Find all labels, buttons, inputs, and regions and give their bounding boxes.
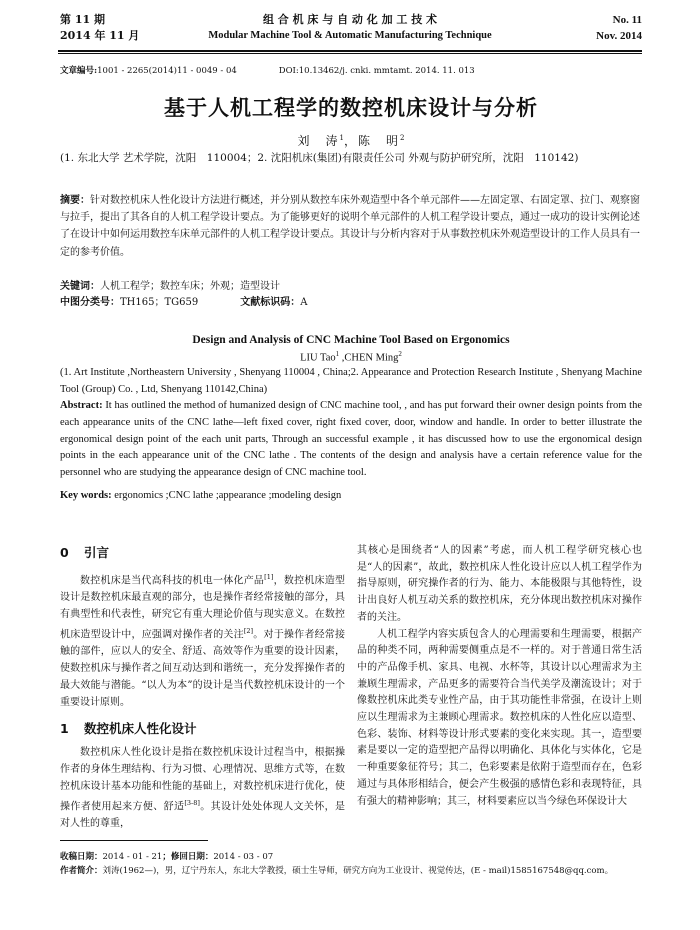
author-1-cn: 刘 涛 — [297, 134, 340, 148]
affiliation-cn: (1. 东北大学 艺术学院，沈阳 110004；2. 沈阳机床(集团)有限责任公司 外观与防护研究所，沈阳 110142) — [60, 152, 579, 164]
authors-en — [60, 350, 642, 364]
header-rule-thick — [58, 50, 642, 52]
footnote-rule — [60, 840, 208, 841]
keywords-en — [60, 488, 642, 504]
paragraph-ergonomics: 人机工程学内容实质包含人的心理需要和生理需要，根据产品的种类不同，两种需要侧重点是不一样的。对于普通日常生活中的产品像手机、家具、电视、水杯等，其设计以心理需求为主兼顾生理需求，产品更多的需要符合当代美学及潮流设计；对于像数控机床此类专业性产品，由于其功能性非常强，在设计上则应以生理需求为主兼顾心理需求。数控机床的人性化应以造型、色彩、装饰、材料等设计形式要素的变化来实现。其一，造型要素是要以一定的造型把产品得以明确化、具体化与实体化，它是一种重要象征符号；其二，色彩要素是依附于造型而存在，色彩通过与具体形相结合，便会产生极强的感情色彩和表现特征，具有强大的精神影响；其三，材料要素应以当今绿色环保设计大 — [357, 628, 642, 807]
abstract-en — [60, 398, 642, 482]
journal-name-en: Modular Machine Tool & Automatic Manufacturing Technique — [208, 30, 492, 41]
header-center — [180, 12, 520, 44]
keywords-cn-text: 人机工程学；数控车床；外观；造型设计 — [100, 281, 280, 292]
author-2-sup: 2 — [400, 134, 405, 142]
keywords-cn-label: 关键词： — [60, 281, 100, 292]
author-1-en-sup: 1 — [335, 350, 340, 358]
author-2-cn: 陈 明 — [358, 134, 401, 148]
author-2-en: CHEN Ming — [344, 352, 399, 364]
classification-cn — [60, 295, 640, 311]
abstract-cn-label: 摘要： — [60, 195, 90, 206]
received-date: 2014 - 01 - 21 — [102, 852, 163, 862]
section-1-title: 数控机床人性化设计 — [84, 721, 197, 737]
issue-cn: 第 11 期 — [60, 13, 105, 26]
doc-code-label: 文献标识码： — [240, 297, 301, 308]
doc-code-value: A — [300, 297, 308, 308]
author-bio-label: 作者简介： — [60, 866, 103, 876]
paragraph-intro — [60, 569, 345, 711]
journal-name-cn: 组 合 机 床 与 自 动 化 加 工 技 术 — [262, 13, 438, 26]
abstract-en-label: Abstract: — [60, 400, 103, 411]
date-cn: 2014 年 11 月 — [60, 29, 140, 42]
paragraph-intro-part-b: ，数控机床造型设计是数控机床最直观的部分，也是操作者经常接触的部分，具有典型性和代表性，研究它有重大理论价值与现实意义。在数控机床造型设计中，应强调对操作者的关注 — [60, 575, 346, 641]
doi: DOI:10.13462/j. cnki. mmtamt. 2014. 11. 013 — [278, 66, 475, 76]
abstract-cn-text: 针对数控机床人性化设计方法进行概述，并分别从数控车床外观造型中各个单元部件——左固定罩、右固定罩、拉门、观察窗与拉手，提出了其各自的人机工程学设计要点。为了能够更好的说明个单元部件的人机工程学设计要点，通过一成功的设计实例论述了在设计中如何运用数控车床单元部件的人机工程学设计要点。其设计与分析内容对于从事数控机床外观造型设计的工作人员具有一定的参考价值。 — [60, 195, 640, 258]
paragraph-intro-part-a: 数控机床是当代高科技的机电一体化产品 — [80, 575, 265, 587]
keywords-en-label: Key words: — [60, 490, 112, 501]
article-no: 1001 - 2265(2014)11 - 0049 - 04 — [97, 66, 237, 76]
footnote-author — [60, 864, 613, 876]
revised-date: 2014 - 03 - 07 — [213, 852, 274, 862]
paragraph-core: 其核心是围绕者“人的因素”考虑，而人机工程学研究核心也是“人的因素”，故此，数控机床人性化设计应以人机工程学作为指导原则，研究操作者的行为、能力、本能极限与其他特性，设计出良好人机互动关系的数控机床，充分体现出数控机床对操作者的关注。 — [357, 545, 642, 623]
article-no-label: 文章编号: — [60, 66, 98, 76]
keywords-cn — [60, 279, 640, 295]
paragraph-humanized — [60, 745, 345, 833]
affiliation-en: (1. Art Institute ,Northeastern University , Shenyang 110004 , China;2. Appearance and Protection Research Institute , Shenyang Machine Tool (Group) Co. , Ltd, Shenyang 110142,China) — [60, 367, 642, 395]
abstract-en-text: It has outlined the method of humanized design of CNC machine tool, , and has put forward their owner design points from the each appearance units of the CNC lathe—left fixed cover, right fixed cover, door, window and handle. In order to better illustrate the ergonomical design point of the each unit parts, Through an successful example , it has discussed how to use the ergonomical design points in the each appearance unit of the CNC lathe . The contents of the design and analysis have a certain reference value for the personnel who are studying the appearance design of CNC machine tool. — [60, 400, 642, 479]
paper-title-en: Design and Analysis of CNC Machine Tool Based on Ergonomics — [192, 334, 510, 346]
paragraph-humanized-part-b: 。其设计处处体现人文关怀，是对人性的尊重， — [60, 801, 346, 830]
author-1-en: LIU Tao — [300, 352, 336, 364]
author-en-sep: , — [339, 352, 345, 364]
abstract-cn — [60, 192, 640, 261]
body-column-left — [60, 543, 345, 833]
header-rule-thin — [58, 53, 642, 54]
article-meta — [60, 64, 475, 76]
keywords-en-text: ergonomics ;CNC lathe ;appearance ;modeling design — [111, 490, 342, 501]
section-0-title: 引言 — [84, 545, 110, 560]
received-label: 收稿日期： — [60, 852, 103, 862]
issue-en: No. 11 — [612, 14, 642, 26]
paragraph-intro-part-c: 。对于操作者经常接触的部件，应以人的安全、舒适、高效等作为重要的设计因素，使数控机床与操作者之间互动达到和谐统一，充分发挥操作者的最大效能与潜能。“以人为本”的设计是当代数控机床设计的一个重要设计原则。 — [60, 629, 346, 708]
author-bio: 刘涛(1962—)，男，辽宁丹东人，东北大学教授，硕士生导师，研究方向为工业设计、视觉传达，(E - mail)1585167548@qq.com。 — [102, 866, 614, 876]
section-heading-1 — [60, 719, 345, 739]
authors-cn — [60, 132, 642, 149]
clc-value: TH165；TG659 — [120, 297, 199, 308]
author-2-en-sup: 2 — [398, 350, 402, 358]
revised-label: ；修回日期： — [162, 852, 214, 862]
header-right — [596, 12, 642, 44]
body-column-right — [357, 543, 642, 810]
footnote-dates — [60, 850, 273, 862]
section-1-number: 1 — [60, 721, 69, 737]
clc-label: 中图分类号： — [60, 297, 120, 308]
citation-3-8: [3-8] — [184, 799, 200, 808]
citation-1: [1] — [264, 573, 274, 581]
author-1-sup: 1 — [339, 134, 344, 142]
author-sep: ， — [343, 134, 358, 148]
section-0-number: 0 — [60, 545, 69, 560]
date-en: Nov. 2014 — [596, 30, 642, 42]
paragraph-humanized-part-a: 数控机床人性化设计是指在数控机床设计过程当中，根据操作者的身体生理结构、行为习惯、心理情况、思维方式等，在数控机床设计基本功能和性能的基础上，对数控机床进行优化，使操作者使用起来方便、舒适 — [60, 747, 345, 813]
citation-2: [2] — [243, 627, 254, 636]
section-heading-0 — [60, 543, 345, 563]
paper-title-cn: 基于人机工程学的数控机床设计与分析 — [164, 96, 538, 120]
header-left — [60, 12, 139, 44]
